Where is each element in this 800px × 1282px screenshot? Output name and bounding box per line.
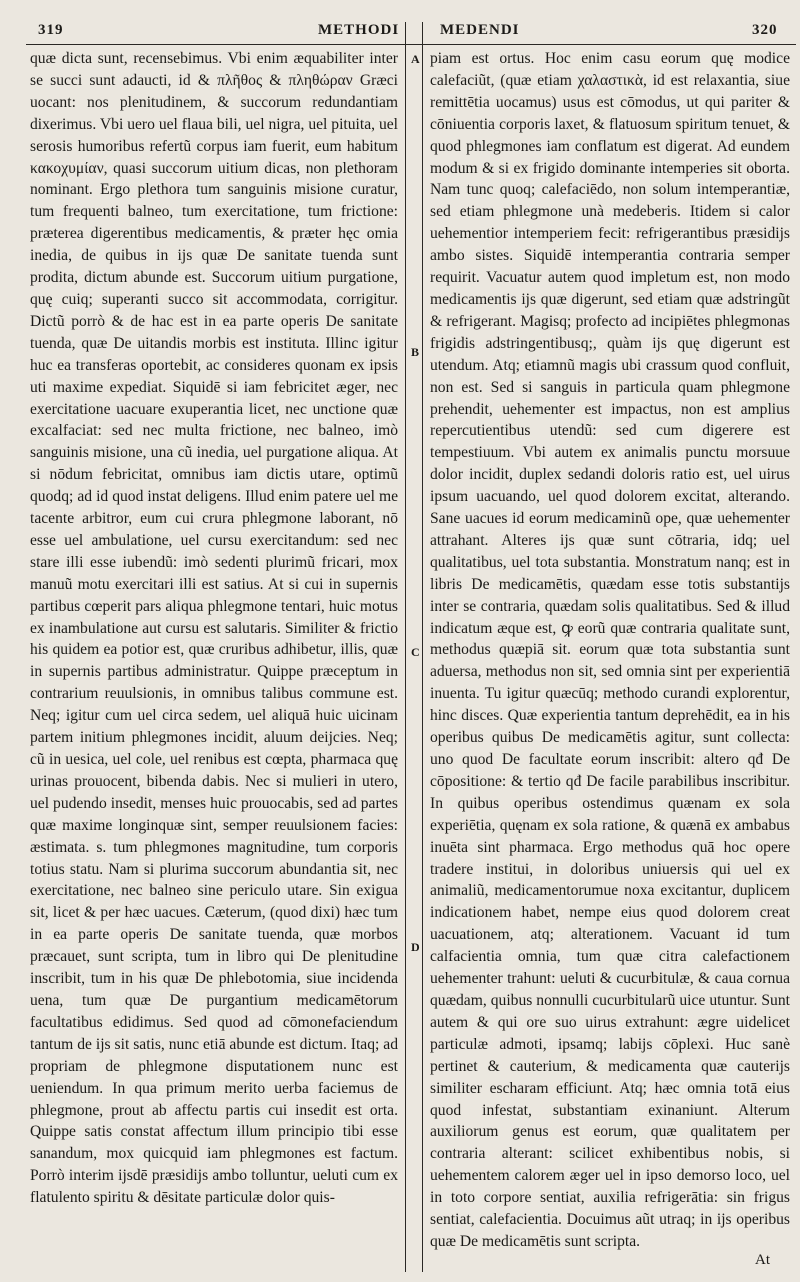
- left-column-paragraph: quæ dicta sunt, recensebimus. Vbi enim æquabiliter inter se succi sunt adaucti, id & πλῆθος & πληθώραν Græci uocant: nos plenitudinem, & succorum redundantiam dixerimus. Vbi uero uel flaua bili, uel nigra, uel pituita, uel serosis humoribus refertũ corpus iam fuerit, eum habitum κακοχυμίαν, quasi succorum uitium dicas, non plethoram nominant. Ergo plethora tum sanguinis misione curatur, tum frequenti balneo, tum exercitatione, tum frictione: præterea digerentibus medicamentis, & præter hęc omia inedia, de quibus in ijs quæ De sanitate tuenda sunt prodita, dictum abunde est. Succorum uitium purgatione, quę cuiq; superanti succo sit accommodata, corrigitur. Dictũ porrò & de hac est in ea parte operis De sanitate tuenda, quæ De uitandis morbis est instituta. Illinc igitur huc ea transferas oportebit, ac consideres quonam ex ipsis uti maxime expediat. Siquidē si iam febricitet æger, nec exercitatione uacuare exuperantia licet, nec unctione quæ excalfaciat: sed nec multa frictione, nec balneo, imò sanguinis misione, una cũ inedia, uel purgatione aliqua. At si nōdum febricitat, omnibus iam dictis utare, optimũ quodq; ad id quod instat deligens. Illud enim patere uel me tacente arbitror, eum cui crura phlegmone laborant, nō esse uel ambulatione, uel cursu exercitandum: sed nec stare illi esse iubendũ: imò sedenti plurimũ fricari, mox manuũ motu exercitari illi est satius. At si cui in supernis partibus cœperit pars aliqua phlegmone tentari, huic motus ex inambulatione aut cursu est salutaris. Similiter & frictio his quidem ea potior est, quæ cruribus adhibetur, illis, quæ in supernis partibus administratur. Quippe præceptum in contrarium reuulsionis, in omnibus talibus commune est. Neq; igitur cum uel circa sedem, uel aliquā huic uicinam partem initium phlegmones incidit, aluum deijcies. Neq; cũ in uesica, uel cole, uel renibus est cœpta, pharmaca quę urinas prouocent, bibenda dabis. Nec si mulieri in utero, uel pudendo insedit, menses huic prouocabis, sed ad partes quæ maxime longinquæ sint, semper reuulsionem facies: æstimata. s. tum phlegmones magnitudine, tum corporis totius statu. Nam si plurima succorum abundantia sit, nec exercitatione, nec balneo sine periculo utare. Sin exigua sit, licet & per hæc uacues. Cæterum, (quod dixi) hæc tum in ea parte operis De sanitate tuenda, quæ morbos præcauet, sunt scripta, tum in libro qui De plenitudine inscribit, tum in his quæ De phlebotomia, siue incidenda uena, tum quæ De purgantium medicamētorum facultatibus edidimus. Sed quod ad cōmonefaciendum tantum de ijs sit satis, nunc etiā abunde est dictum. Itaq; ad propriam de phlegmone disputationem nunc est ueniendum. In qua primum merito uerba faciemus de phlegmone, prout ab affectu partis cui insedit est orta. Quippe satis constat affectum illum principio tibi esse sanandum, mox quicquid iam phlegmones est factum. Porrò interim ijsdē præsidijs ambo tolluntur, ueluti cum ex flatulento spiritu & dēsitate particulæ dolor quis-: [30, 50, 398, 1207]
- column-divider: [405, 22, 406, 1272]
- column-divider-second: [422, 22, 423, 1272]
- catchword: At: [755, 1252, 770, 1268]
- page-number-right: 320: [752, 22, 778, 38]
- page-number-left: 319: [38, 22, 64, 38]
- margin-marker-a: A: [411, 52, 420, 66]
- margin-marker-c: C: [411, 645, 420, 659]
- margin-marker-d: D: [411, 940, 420, 954]
- text-column-left: [30, 48, 398, 1270]
- running-head-right: MEDENDI: [440, 22, 520, 38]
- header-rule: [26, 44, 796, 45]
- margin-marker-b: B: [411, 345, 420, 359]
- running-head-left: METHODI: [318, 22, 400, 38]
- right-column-paragraph: piam est ortus. Hoc enim casu eorum quę modice calefaciũt, (quæ etiam χαλαστικὰ, id est relaxantia, siue remittētia uocamus) usus est cōmodus, ut qui pariter & cōniuentia corporis laxet, & flatuosum spiritum tenuet, & quod phlegmones iam conflatum est digerat. Ad eundem modum & si ex frigido dominante intemperies sit oborta. Nam tunc quoq; calefaciēdo, non solum intemperantiæ, sed etiam phlegmone unà medeberis. Itidem si calor uehementior intemperiem fecit: refrigerantibus præsidijs ambo sistes. Siquidē intemperantia contraria semper requirit. Vacuatur autem quod impletum est, non modo medicamentis ijs quæ digerunt, sed etiam quæ adstringũt & refrigerant. Magisq; profecto ad incipiētes phlegmonas frigidis adstringentibusq;, quàm ijs quę digerunt est utendum. Atq; etiamnũ magis ubi crassum quod confluit, non est. Sed si sanguis in particula quam phlegmone prehendit, uehementer est impactus, non est amplius repercutientibus utendũ: sed cum digerere est tempestiuum. Vbi autem ex animalis punctu morsuue dolor incidit, duplex sedandi doloris ratio est, uel uirus ipsum uacuando, uel quod dolorem excitat, alterando. Sane uacues id eorum medicaminũ ope, quæ uehementer attrahant. Alteres ijs quæ sunt cōtraria, idq; uel qualitatibus, uel tota substantia. Monstratum nanq; est in libris De medicamētis, quædam esse totis substantijs inter se contraria, quædam solis qualitatibus. Sed & illud indicatum æque est, ꝙ eorũ quæ contraria qualitate sunt, methodus quæpiā sit. eorum quæ tota substantia sunt aduersa, methodus non sit, sed omnia sint per experientiā inuenta. Tu igitur quæcūq; methodo curandi explorentur, hinc disces. Quæ experientia tantum deprehēdit, ea in his operibus quibus De medicamētis agitur, sunt collecta: uno quod De facultate eorum inscribit: altero qđ De cōpositione: & tertio qđ De facile parabilibus inscribitur. In quibus operibus ostendimus quænam ex sola experiētia, quęnam ex sola ratione, & quænā ex ambabus inuēta sint pharmaca. Ergo methodus quā hoc opere tradere institui, in doloribus uniuersis qui uel ex animaliũ, medicamentorumue noxa excitantur, duplicem indicationem habet, nempe eius quod dolorem creat uacuationem, atq; alterationem. Vacuant id tum calfacientia omnia, tum quæ citra calefactionem uehementer trahunt: ueluti & cucurbitulæ, & caua cornua quædam, quibus nonnulli cucurbitularũ uice utuntur. Sunt autem & qui ore suo uirus extrahunt: ægre uidelicet particulæ admoti, ipsamq; labijs cōplexi. Huc sanè pertinet & cauterium, & medicamenta quæ cauterijs similiter escharam efficiunt. Atq; hæc omnia totā eius quod infestat, substantiam exinaniunt. Alterum auxiliorum genus est eorum, quæ qualitatem per contraria alterant: scilicet exhibentibus nobis, si uehementem calorem æger uel in ipso demorso loco, uel in toto corpore sentiat, auxilia refrigerātia: sin frigus sentiat, calefacientia. Docuimus aũt utraq; in ijs operibus quæ De medicamētis sunt scripta.: [430, 50, 790, 1250]
- text-column-right: [430, 48, 790, 1270]
